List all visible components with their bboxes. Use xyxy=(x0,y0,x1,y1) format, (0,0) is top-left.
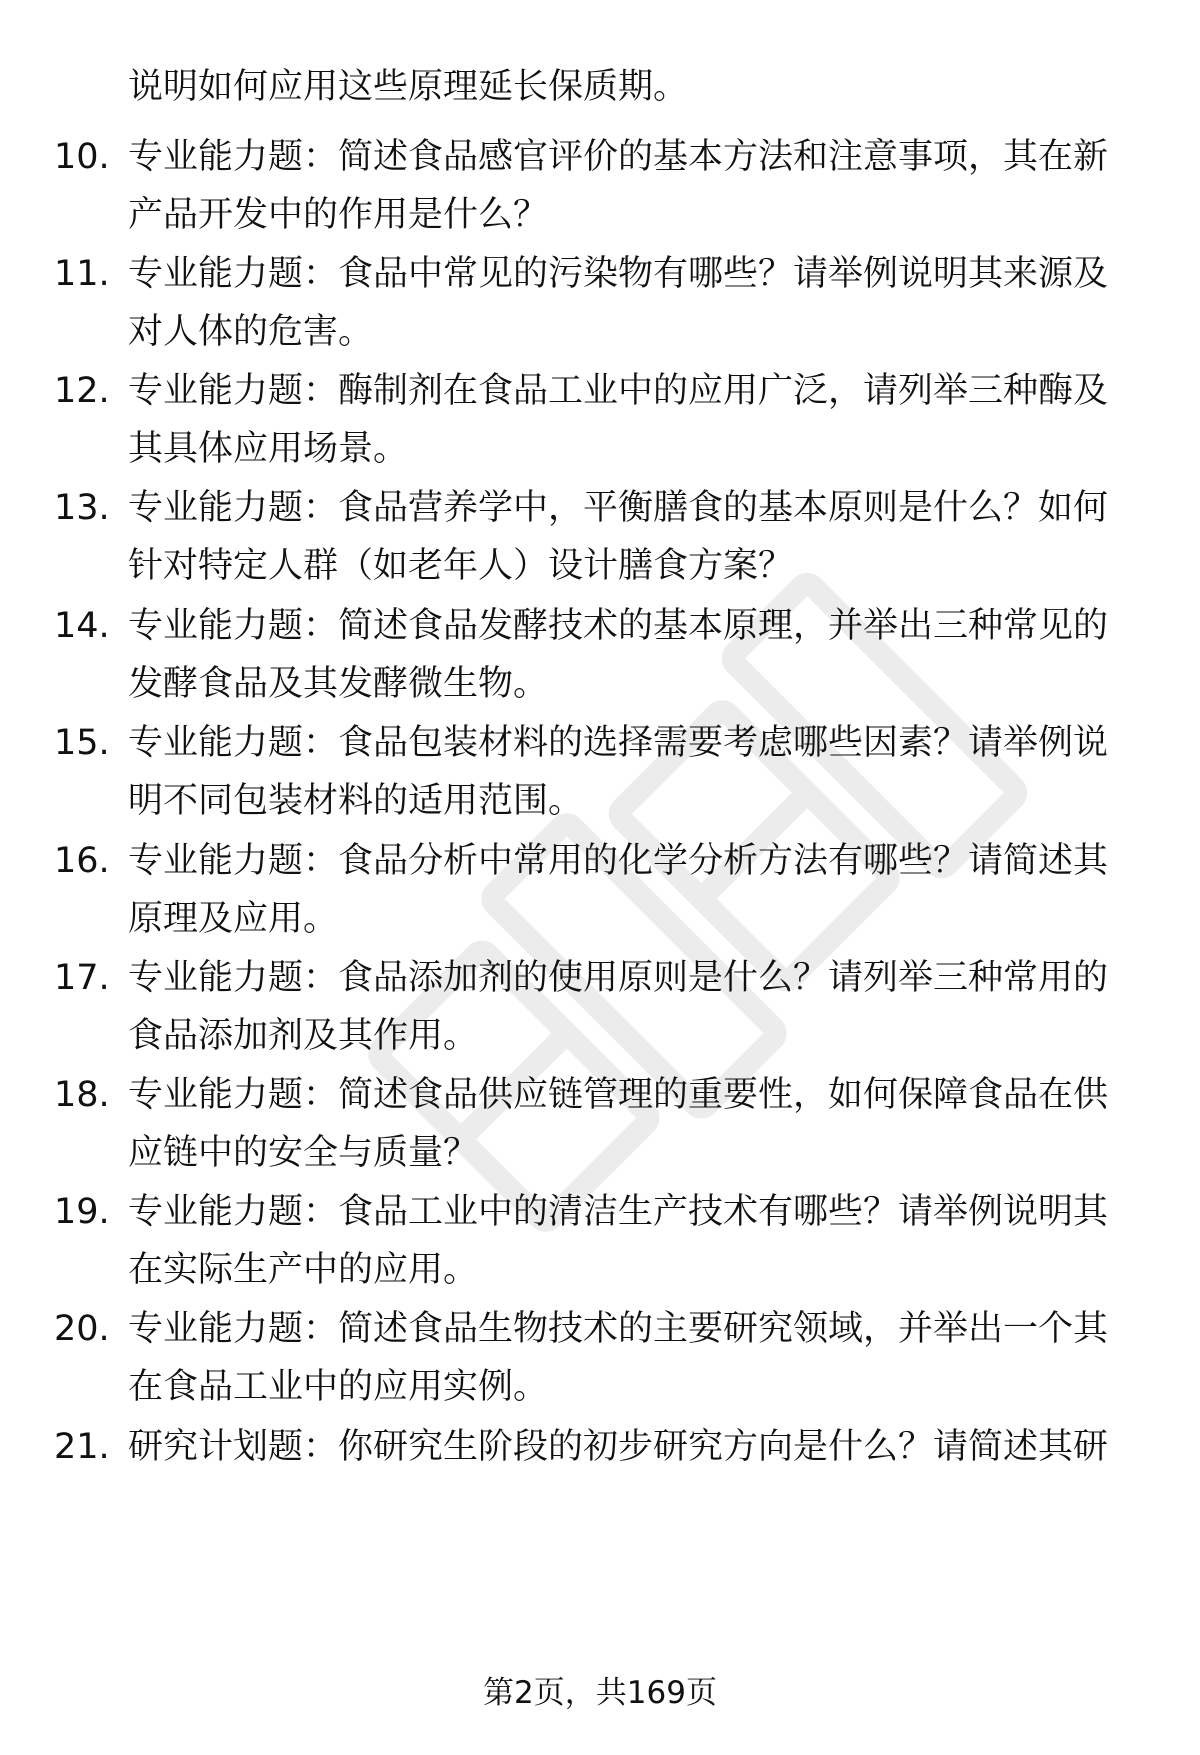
question-number: 11. xyxy=(54,254,110,294)
question-number: 10. xyxy=(54,137,110,177)
question-number: 19. xyxy=(54,1192,110,1232)
question-text: 专业能力题：食品中常见的污染物有哪些？请举例说明其来源及 对人体的危害。 xyxy=(128,254,1109,352)
continuation-text: 说明如何应用这些原理延长保质期。 xyxy=(128,67,689,107)
question-text: 专业能力题：酶制剂在食品工业中的应用广泛，请列举三种酶及 其具体应用场景。 xyxy=(128,371,1109,469)
question-number: 15. xyxy=(54,723,110,763)
question-number: 16. xyxy=(54,841,110,881)
question-number: 13. xyxy=(54,488,110,528)
question-number: 18. xyxy=(54,1075,110,1115)
question-number: 12. xyxy=(54,371,110,411)
question-text: 专业能力题：简述食品生物技术的主要研究领域，并举出一个其 在食品工业中的应用实例。 xyxy=(128,1309,1109,1407)
question-number: 20. xyxy=(54,1309,110,1349)
question-number: 21. xyxy=(54,1427,110,1467)
question-number: 17. xyxy=(54,958,110,998)
page-footer: 第2页，共169页 xyxy=(483,1675,717,1711)
question-text: 专业能力题：简述食品供应链管理的重要性，如何保障食品在供 应链中的安全与质量？ xyxy=(128,1075,1109,1173)
question-text: 专业能力题：简述食品感官评价的基本方法和注意事项，其在新 产品开发中的作用是什么？ xyxy=(128,137,1109,235)
question-text: 专业能力题：食品工业中的清洁生产技术有哪些？请举例说明其 在实际生产中的应用。 xyxy=(128,1192,1109,1290)
question-number: 14. xyxy=(54,606,110,646)
question-text: 专业能力题：食品包装材料的选择需要考虑哪些因素？请举例说 明不同包装材料的适用范围。 xyxy=(128,723,1109,821)
question-text: 专业能力题：食品营养学中，平衡膳食的基本原则是什么？如何 针对特定人群（如老年人）设计膳食方案？ xyxy=(128,488,1109,586)
question-text: 专业能力题：食品添加剂的使用原则是什么？请列举三种常用的 食品添加剂及其作用。 xyxy=(128,958,1109,1056)
question-text: 研究计划题：你研究生阶段的初步研究方向是什么？请简述其研 xyxy=(128,1427,1109,1467)
question-text: 专业能力题：食品分析中常用的化学分析方法有哪些？请简述其 原理及应用。 xyxy=(128,841,1109,939)
question-text: 专业能力题：简述食品发酵技术的基本原理，并举出三种常见的 发酵食品及其发酵微生物。 xyxy=(128,606,1109,704)
